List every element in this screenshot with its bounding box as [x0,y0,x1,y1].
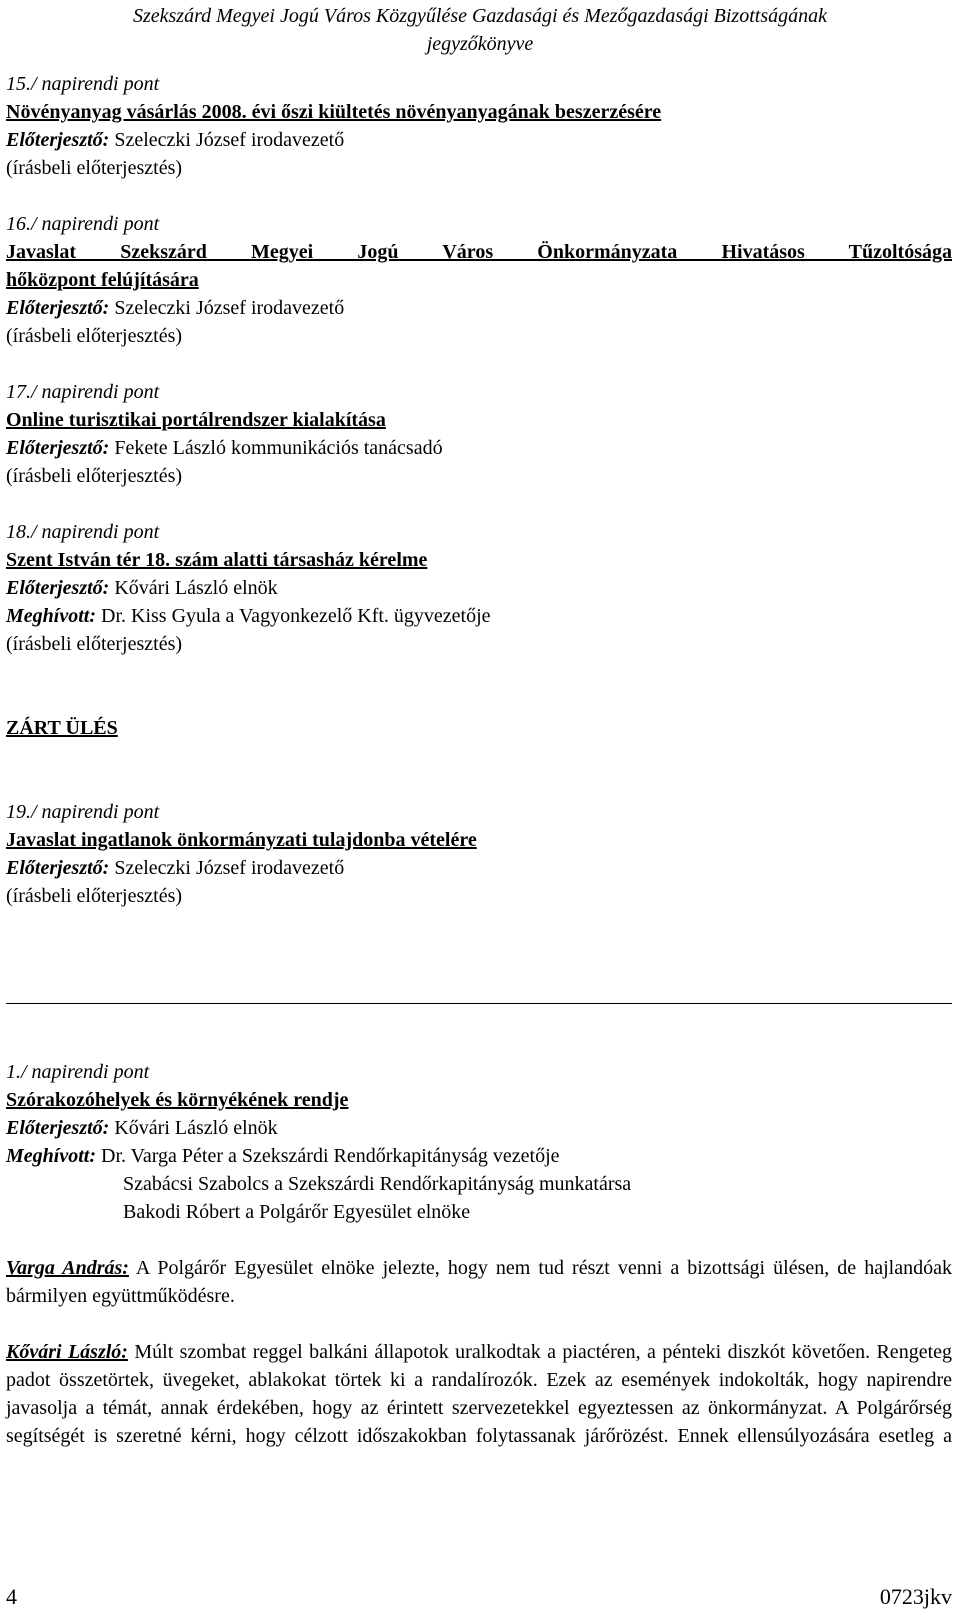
closed-session-title: ZÁRT ÜLÉS [6,717,118,739]
document-code: 0723jkv [879,1584,952,1609]
agenda-title: Szórakozóhelyek és környékének rendje [6,1089,349,1111]
agenda-title: Javaslat ingatlanok önkormányzati tulajdonba vételére [6,829,477,851]
speech-paragraph [6,1338,952,1450]
invited-line-2: Szabácsi Szabolcs a Szekszárdi Rendőrkapitányság munkatársa [123,1173,632,1195]
invited-label: Meghívott: [6,605,96,627]
header-line-2: jegyzőkönyve [426,33,534,55]
speech-text: A Polgárőr Egyesület elnöke jelezte, hogy nem tud részt venni a bizottsági ülésen, de hajlandóak bármilyen együttműködésre. [6,1257,952,1307]
presenter-label: Előterjesztő: [6,297,110,319]
presenter-line [6,126,952,154]
agenda-number: 15./ napirendi pont [6,73,160,95]
invited-label: Meghívott: [6,1145,96,1167]
agenda-number: 1./ napirendi pont [6,1061,150,1083]
presenter-name: Kővári László elnök [109,1117,278,1139]
written-note: (írásbeli előterjesztés) [6,885,183,907]
invited-name: Dr. Varga Péter a Szekszárdi Rendőrkapitányság vezetője [96,1145,560,1167]
agenda-item-1 [6,1058,952,1226]
agenda-title: Növényanyag vásárlás 2008. évi őszi kiültetés növényanyagának beszerzésére [6,101,662,123]
agenda-item-18 [6,518,952,658]
presenter-line [6,1114,952,1142]
presenter-name: Szeleczki József irodavezető [109,297,345,319]
agenda-item-15 [6,70,952,182]
agenda-number: 16./ napirendi pont [6,213,160,235]
written-note: (írásbeli előterjesztés) [6,465,183,487]
page-header [6,2,954,58]
presenter-name: Szeleczki József irodavezető [109,129,345,151]
presenter-name: Kővári László elnök [109,577,278,599]
invited-line [6,1142,952,1170]
agenda-title: Online turisztikai portálrendszer kialakítása [6,409,386,431]
presenter-line [6,854,952,882]
agenda-number: 18./ napirendi pont [6,521,160,543]
speech-text: Múlt szombat reggel balkáni állapotok uralkodtak a piactéren, a pénteki diszkót követően. Rengeteg padot összetörtek, üvegeket, ablakokat törtek ki a randalírozók. Ezek az események indokolták, hogy napirendre javasolja a témát, annak érdekében, hogy az érintett szervezetekkel egyeztessen az önkormányzat. A Polgárőrség segítségét is szeretné kérni, hogy célzott időszakokban folytassanak járőrözést. Ennek ellensúlyozására esetleg a [6,1341,952,1447]
written-note: (írásbeli előterjesztés) [6,157,183,179]
agenda-number: 17./ napirendi pont [6,381,160,403]
speech-paragraph [6,1254,952,1310]
presenter-line [6,574,952,602]
invited-name: Dr. Kiss Gyula a Vagyonkezelő Kft. ügyvezetője [96,605,491,627]
agenda-item-19 [6,798,952,910]
presenter-name: Fekete László kommunikációs tanácsadó [109,437,443,459]
presenter-name: Szeleczki József irodavezető [109,857,345,879]
agenda-list [6,70,952,938]
written-note: (írásbeli előterjesztés) [6,325,183,347]
agenda-item-17 [6,378,952,490]
agenda-item-16 [6,210,952,350]
agenda-title-line-1: Javaslat Szekszárd Megyei Jogú Város Önkormányzata Hivatásos Tűzoltósága [6,241,952,263]
agenda-title-line-2: hőközpont felújítására [6,269,199,291]
minutes-body [6,1058,952,1478]
invited-line-3: Bakodi Róbert a Polgárőr Egyesület elnöke [123,1201,471,1223]
page-number: 4 [6,1584,17,1609]
agenda-number: 19./ napirendi pont [6,801,160,823]
speaker-name: Varga András: [6,1257,129,1279]
section-divider [6,1003,952,1004]
agenda-title: Szent István tér 18. szám alatti társasház kérelme [6,549,428,571]
presenter-label: Előterjesztő: [6,129,110,151]
invited-line [6,602,952,630]
presenter-label: Előterjesztő: [6,1117,110,1139]
written-note: (írásbeli előterjesztés) [6,633,183,655]
presenter-line [6,434,952,462]
presenter-label: Előterjesztő: [6,577,110,599]
speaker-name: Kővári László: [6,1341,128,1363]
header-line-1: Szekszárd Megyei Jogú Város Közgyűlése Gazdasági és Mezőgazdasági Bizottságának [132,5,827,27]
presenter-label: Előterjesztő: [6,857,110,879]
presenter-label: Előterjesztő: [6,437,110,459]
presenter-line [6,294,952,322]
